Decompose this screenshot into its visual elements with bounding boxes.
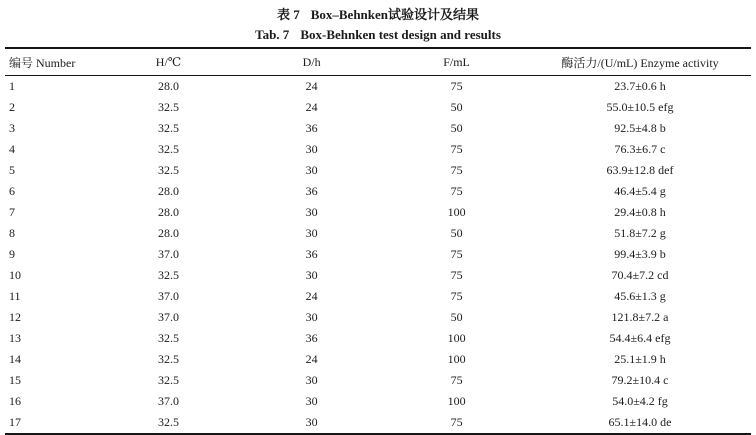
cell-h-temperature: 32.5 xyxy=(158,142,180,156)
cell-enzyme-activity: 54.0±4.2 fg xyxy=(612,394,668,408)
cell-enzyme-activity: 25.1±1.9 h xyxy=(614,352,666,366)
cell-number: 11 xyxy=(9,289,21,303)
cell-h-temperature: 28.0 xyxy=(158,184,180,198)
cell-enzyme-activity: 121.8±7.2 a xyxy=(611,310,669,324)
cell-h-temperature: 32.5 xyxy=(158,331,180,345)
cell-h-temperature: 28.0 xyxy=(158,226,180,240)
cell-d-hours: 30 xyxy=(305,205,318,219)
cell-h-temperature: 37.0 xyxy=(158,247,180,261)
cell-f-volume: 75 xyxy=(450,142,463,156)
cell-enzyme-activity: 45.6±1.3 g xyxy=(614,289,666,303)
caption-zh-label: 表 7 xyxy=(276,7,300,22)
cell-number: 12 xyxy=(9,310,21,324)
cell-number: 13 xyxy=(9,331,21,345)
cell-enzyme-activity: 63.9±12.8 def xyxy=(606,163,674,177)
table-row xyxy=(5,223,751,244)
cell-d-hours: 30 xyxy=(305,415,318,429)
cell-d-hours: 30 xyxy=(305,163,318,177)
table-row xyxy=(5,160,751,181)
cell-enzyme-activity: 23.7±0.6 h xyxy=(614,79,666,93)
cell-h-temperature: 37.0 xyxy=(158,394,180,408)
table-row xyxy=(5,349,751,370)
cell-d-hours: 30 xyxy=(305,373,318,387)
cell-enzyme-activity: 76.3±6.7 c xyxy=(614,142,666,156)
cell-h-temperature: 28.0 xyxy=(158,79,180,93)
table-row xyxy=(5,202,751,223)
table-row xyxy=(5,139,751,160)
cell-f-volume: 100 xyxy=(447,205,466,219)
cell-f-volume: 100 xyxy=(447,352,466,366)
cell-f-volume: 50 xyxy=(450,310,463,324)
cell-enzyme-activity: 29.4±0.8 h xyxy=(614,205,666,219)
cell-d-hours: 24 xyxy=(305,289,318,303)
cell-number: 5 xyxy=(9,163,15,177)
cell-d-hours: 36 xyxy=(305,247,318,261)
col-header-f-volume: F/mL xyxy=(443,54,470,69)
cell-d-hours: 24 xyxy=(305,352,318,366)
cell-enzyme-activity: 54.4±6.4 efg xyxy=(609,331,671,345)
cell-enzyme-activity: 46.4±5.4 g xyxy=(614,184,666,198)
cell-f-volume: 100 xyxy=(447,394,466,408)
cell-d-hours: 36 xyxy=(305,121,318,135)
cell-number: 10 xyxy=(9,268,21,282)
cell-number: 8 xyxy=(9,226,15,240)
cell-d-hours: 30 xyxy=(305,394,318,408)
cell-h-temperature: 32.5 xyxy=(158,415,180,429)
cell-f-volume: 75 xyxy=(450,415,463,429)
cell-h-temperature: 32.5 xyxy=(158,100,180,114)
cell-h-temperature: 32.5 xyxy=(158,352,180,366)
table-header xyxy=(5,48,751,76)
cell-enzyme-activity: 79.2±10.4 c xyxy=(611,373,669,387)
cell-number: 17 xyxy=(9,415,21,429)
cell-h-temperature: 32.5 xyxy=(158,121,180,135)
cell-f-volume: 75 xyxy=(450,184,463,198)
cell-f-volume: 75 xyxy=(450,163,463,177)
table-body xyxy=(5,76,751,435)
cell-number: 16 xyxy=(9,394,21,408)
table-row xyxy=(5,76,751,98)
cell-d-hours: 30 xyxy=(305,310,318,324)
table-row xyxy=(5,412,751,434)
cell-number: 3 xyxy=(9,121,15,135)
table-header-row xyxy=(5,48,751,76)
cell-f-volume: 75 xyxy=(450,247,463,261)
cell-enzyme-activity: 70.4±7.2 cd xyxy=(611,268,669,282)
col-header-enzyme-activity: 酶活力/(U/mL) Enzyme activity xyxy=(561,55,719,70)
cell-h-temperature: 32.5 xyxy=(158,163,180,177)
cell-h-temperature: 37.0 xyxy=(158,289,180,303)
cell-enzyme-activity: 51.8±7.2 g xyxy=(614,226,666,240)
cell-number: 6 xyxy=(9,184,15,198)
cell-f-volume: 50 xyxy=(450,121,463,135)
cell-d-hours: 24 xyxy=(305,79,318,93)
cell-f-volume: 75 xyxy=(450,79,463,93)
cell-h-temperature: 32.5 xyxy=(158,373,180,387)
cell-h-temperature: 28.0 xyxy=(158,205,180,219)
col-header-h-temperature: H/℃ xyxy=(155,54,182,69)
cell-h-temperature: 37.0 xyxy=(158,310,180,324)
cell-f-volume: 100 xyxy=(447,331,466,345)
table-row xyxy=(5,286,751,307)
cell-enzyme-activity: 55.0±10.5 efg xyxy=(606,100,674,114)
table-row xyxy=(5,328,751,349)
table-caption-zh xyxy=(0,0,756,23)
cell-number: 1 xyxy=(9,79,15,93)
caption-zh-text: Box–Behnken试验设计及结果 xyxy=(310,7,480,22)
table-row xyxy=(5,307,751,328)
cell-d-hours: 36 xyxy=(305,331,318,345)
table-row xyxy=(5,265,751,286)
cell-f-volume: 50 xyxy=(450,226,463,240)
cell-enzyme-activity: 92.5±4.8 b xyxy=(614,121,666,135)
table-row xyxy=(5,118,751,139)
table-row xyxy=(5,97,751,118)
cell-f-volume: 50 xyxy=(450,100,463,114)
caption-en-text: Box-Behnken test design and results xyxy=(300,27,501,42)
cell-f-volume: 75 xyxy=(450,373,463,387)
cell-enzyme-activity: 65.1±14.0 de xyxy=(608,415,672,429)
cell-f-volume: 75 xyxy=(450,289,463,303)
table-row xyxy=(5,181,751,202)
cell-d-hours: 24 xyxy=(305,100,318,114)
cell-number: 9 xyxy=(9,247,15,261)
cell-d-hours: 30 xyxy=(305,268,318,282)
cell-f-volume: 75 xyxy=(450,268,463,282)
col-header-d-hours: D/h xyxy=(302,54,321,69)
cell-number: 4 xyxy=(9,142,15,156)
table-row xyxy=(5,244,751,265)
cell-number: 14 xyxy=(9,352,21,366)
cell-d-hours: 30 xyxy=(305,226,318,240)
table-caption-en xyxy=(0,23,756,43)
cell-d-hours: 30 xyxy=(305,142,318,156)
table-row xyxy=(5,370,751,391)
table-row xyxy=(5,391,751,412)
cell-d-hours: 36 xyxy=(305,184,318,198)
cell-h-temperature: 32.5 xyxy=(158,268,180,282)
cell-number: 7 xyxy=(9,205,15,219)
cell-enzyme-activity: 99.4±3.9 b xyxy=(614,247,666,261)
caption-en-label: Tab. 7 xyxy=(255,27,290,42)
cell-number: 15 xyxy=(9,373,21,387)
cell-number: 2 xyxy=(9,100,15,114)
col-header-number: 编号 Number xyxy=(9,55,76,70)
box-behnken-results-table xyxy=(5,47,751,435)
